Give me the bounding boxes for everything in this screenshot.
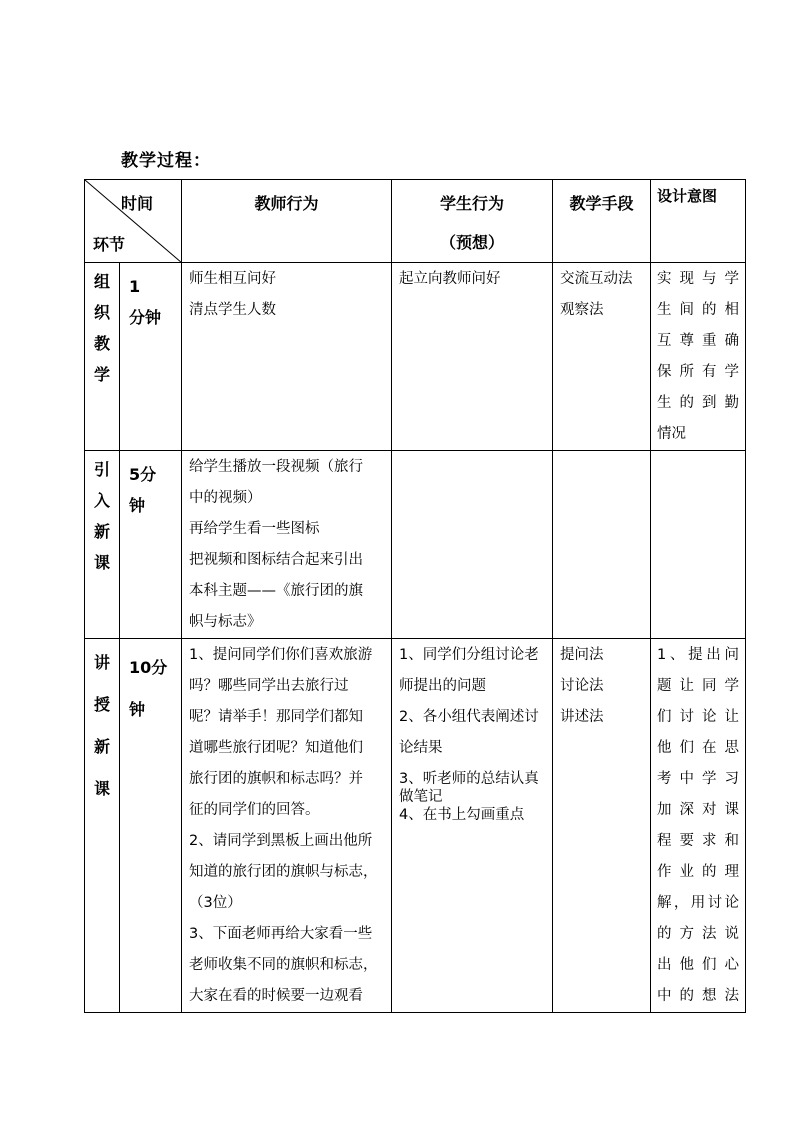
student-cell: 1、同学们分组讨论老 师提出的问题 2、各小组代表阐述讨 论结果 3、听老师的总结认真 做笔记 4、在书上勾画重点 [392,639,553,1013]
table-row [85,263,746,451]
table-row [85,451,746,639]
teacher-cell: 给学生播放一段视频（旅行 中的视频） 再给学生看一些图标 把视频和图标结合起来引出 本科主题——《旅行团的旗 帜与标志》 [182,451,392,639]
header-diagonal-cell [85,180,182,263]
teacher-cell: 1、提问同学们你们喜欢旅游 吗？哪些同学出去旅行过 呢？请举手！那同学们都知 道哪些旅行团呢？知道他们 旅行团的旗帜和标志吗？并 征的同学们的回答。 2、请同学到黑板上画出他所 知道的旅行团的旗帜与标志， （3位） 3、下面老师再给大家看一些 老师收集不同的旗帜和标志， 大家在看的时候要一边观看 [182,639,392,1013]
method-cell [553,451,651,639]
teacher-cell: 师生相互问好 清点学生人数 [182,263,392,451]
header-method: 教学手段 [553,180,651,263]
student-cell [392,451,553,639]
page-heading: 教学过程： [121,151,211,171]
intent-cell [651,451,746,639]
header-student: 学生行为 （预想） [392,180,553,263]
method-cell: 交流互动法 观察法 [553,263,651,451]
duration-cell: 5分 钟 [120,451,182,639]
table-row [85,639,746,1013]
segment-cell: 组 织 教 学 [85,263,120,451]
method-cell: 提问法 讨论法 讲述法 [553,639,651,1013]
intent-cell: 实现与学 生间的相 互尊重确 保所有学 生的到勤 情况 [651,263,746,451]
duration-cell: 1 分钟 [120,263,182,451]
duration-cell: 10分 钟 [120,639,182,1013]
header-row [85,180,746,263]
segment-cell: 引 入 新 课 [85,451,120,639]
intent-cell: 1、提出问 题让同学 们讨论让 他们在思 考中学习 加深对课 程要求和 作业的理 解，用讨论 的方法说 出他们心 中的想法 [651,639,746,1013]
header-teacher: 教师行为 [182,180,392,263]
header-intent: 设计意图 [651,180,746,263]
header-segment: 环节 [93,235,126,254]
header-student-sub: （预想） [439,233,504,252]
student-cell: 起立向教师问好 [392,263,553,451]
teaching-process-table [84,179,746,1013]
header-time: 时间 [121,194,154,213]
segment-cell: 讲 授 新 课 [85,639,120,1013]
